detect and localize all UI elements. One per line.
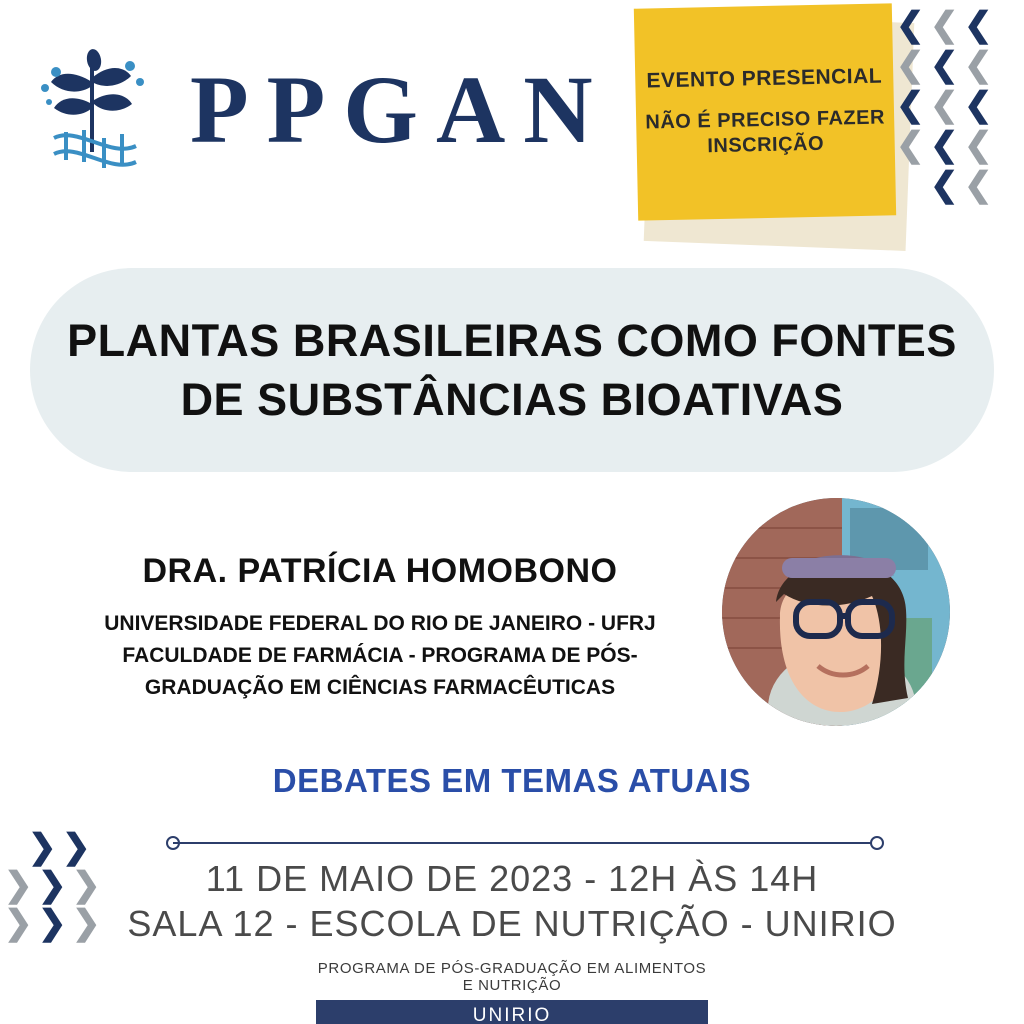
chevron-icon: ❮ [964,86,993,124]
speaker-affiliation [50,608,710,704]
speaker-name: DRA. PATRÍCIA HOMOBONO [142,552,618,590]
footer-institution: UNIRIO [316,1000,708,1024]
plant-dna-logo-icon [18,42,168,182]
event-location: SALA 12 - ESCOLA DE NUTRIÇÃO - UNIRIO [127,903,897,944]
poster-title-line-1: PLANTAS BRASILEIRAS COMO FONTES [67,314,957,366]
poster-footer [316,960,708,1024]
chevron-icon: ❯ [4,904,33,942]
sticky-note [634,3,896,220]
poster-header [0,0,1024,250]
chevron-decoration-bottom-left [4,830,144,970]
speaker-portrait-photo [722,498,950,726]
chevron-icon: ❯ [4,866,33,904]
chevron-icon: ❮ [896,6,925,44]
divider-line [173,842,877,844]
poster-title-line-2: DE SUBSTÂNCIAS BIOATIVAS [180,374,844,425]
chevron-icon: ❮ [930,6,959,44]
chevron-icon: ❯ [28,828,57,866]
brand-acronym: PPGAN [190,56,611,163]
chevron-icon: ❮ [930,46,959,84]
chevron-icon: ❮ [896,126,925,164]
chevron-icon: ❯ [72,904,101,942]
sticky-note-line-2: NÃO É PRECISO FAZER INSCRIÇÃO [645,106,886,158]
event-date-time: 11 DE MAIO DE 2023 - 12H ÀS 14H [205,858,819,899]
speaker-affiliation-line-1: UNIVERSIDADE FEDERAL DO RIO DE JANEIRO - UFRJ [104,612,656,635]
chevron-icon: ❮ [964,166,993,204]
chevron-icon: ❮ [930,86,959,124]
chevron-icon: ❮ [896,86,925,124]
chevron-icon: ❮ [930,166,959,204]
speaker-affiliation-line-3: GRADUAÇÃO EM CIÊNCIAS FARMACÊUTICAS [144,675,616,699]
chevron-icon: ❯ [72,866,101,904]
chevron-icon: ❮ [964,126,993,164]
speaker-affiliation-line-2: FACULDADE DE FARMÁCIA - PROGRAMA DE PÓS- [122,643,638,667]
divider-dot-right [870,836,884,850]
poster-title-banner [30,268,994,472]
chevron-icon: ❮ [964,6,993,44]
chevron-icon: ❮ [964,46,993,84]
sticky-note-line-1: EVENTO PRESENCIAL [646,64,883,93]
chevron-icon: ❯ [62,828,91,866]
chevron-icon: ❮ [896,46,925,84]
chevron-icon: ❯ [38,904,67,942]
decorative-divider [166,836,884,850]
chevron-icon: ❮ [930,126,959,164]
footer-program-name: PROGRAMA DE PÓS-GRADUAÇÃO EM ALIMENTOS E NUTRIÇÃO [317,960,707,994]
series-label: DEBATES EM TEMAS ATUAIS [272,762,752,799]
chevron-decoration-top-right [896,4,1016,214]
sticky-note-text [634,3,896,220]
chevron-icon: ❯ [38,866,67,904]
